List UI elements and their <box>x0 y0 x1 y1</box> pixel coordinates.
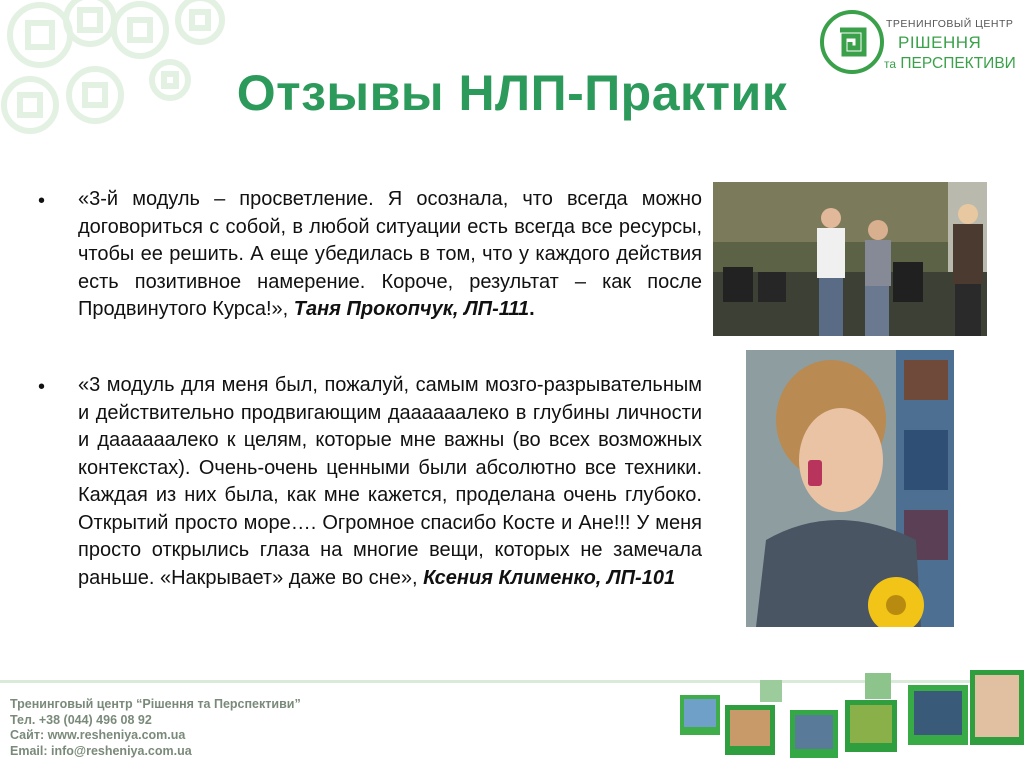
group-training-photo <box>713 182 987 336</box>
testimonial-2 <box>78 372 702 592</box>
footer-email: Email: info@resheniya.com.ua <box>10 743 192 758</box>
slide-title: Отзывы НЛП-Практик <box>236 65 788 121</box>
portrait-photo <box>746 350 954 627</box>
logo-ta: та <box>884 57 897 71</box>
bullet-marker: • <box>38 190 46 212</box>
bullet-marker: • <box>38 376 46 398</box>
testimonial-1-suffix: . <box>529 298 535 320</box>
logo-name-word: ПЕРСПЕКТИВИ <box>900 55 1016 72</box>
testimonial-1-author: Таня Прокопчук, ЛП-111 <box>293 298 530 320</box>
decorative-photo-cubes <box>650 665 1024 768</box>
logo-subtitle: ТРЕНИНГОВЫЙ ЦЕНТР <box>886 18 1014 30</box>
testimonial-2-text: «3 модуль для меня был, пожалуй, самым мозго-разрывательным и действительно продвигающим даааааалеко в глубины личности и даааааалеко к целям, которые мне важны (во всех возможных контекстах). Очень-очень ценными были абсолютно все техники. Каждая из них была, как мне кажется, проделана очень глубоко. Открытий просто море…. Огромное спасибо Косте и Ане!!! У меня просто открылись глаза на многие вещи, которых не замечала раньше. «Накрывает» даже во сне», <box>78 374 702 589</box>
testimonial-2-author: Ксения Клименко, ЛП-101 <box>423 566 676 589</box>
testimonial-1-text: «3-й модуль – просветление. Я осознала, что всегда можно договориться с собой, в любой ситуации есть всегда все ресурсы, чтобы ее решить. А еще убедилась в том, что у каждого действия есть позитивное намерение. Короче, результат – как после Продвинутого Курса!», <box>78 188 702 320</box>
footer-website: Сайт: www.resheniya.com.ua <box>10 728 186 742</box>
testimonial-1 <box>78 186 702 324</box>
footer-company: Тренинговый центр “Рішення та Перспективи” <box>10 697 301 711</box>
logo-name-line1: РІШЕННЯ <box>898 33 982 52</box>
footer-contacts <box>10 697 301 759</box>
footer-phone: Тел. +38 (044) 496 08 92 <box>10 712 152 727</box>
